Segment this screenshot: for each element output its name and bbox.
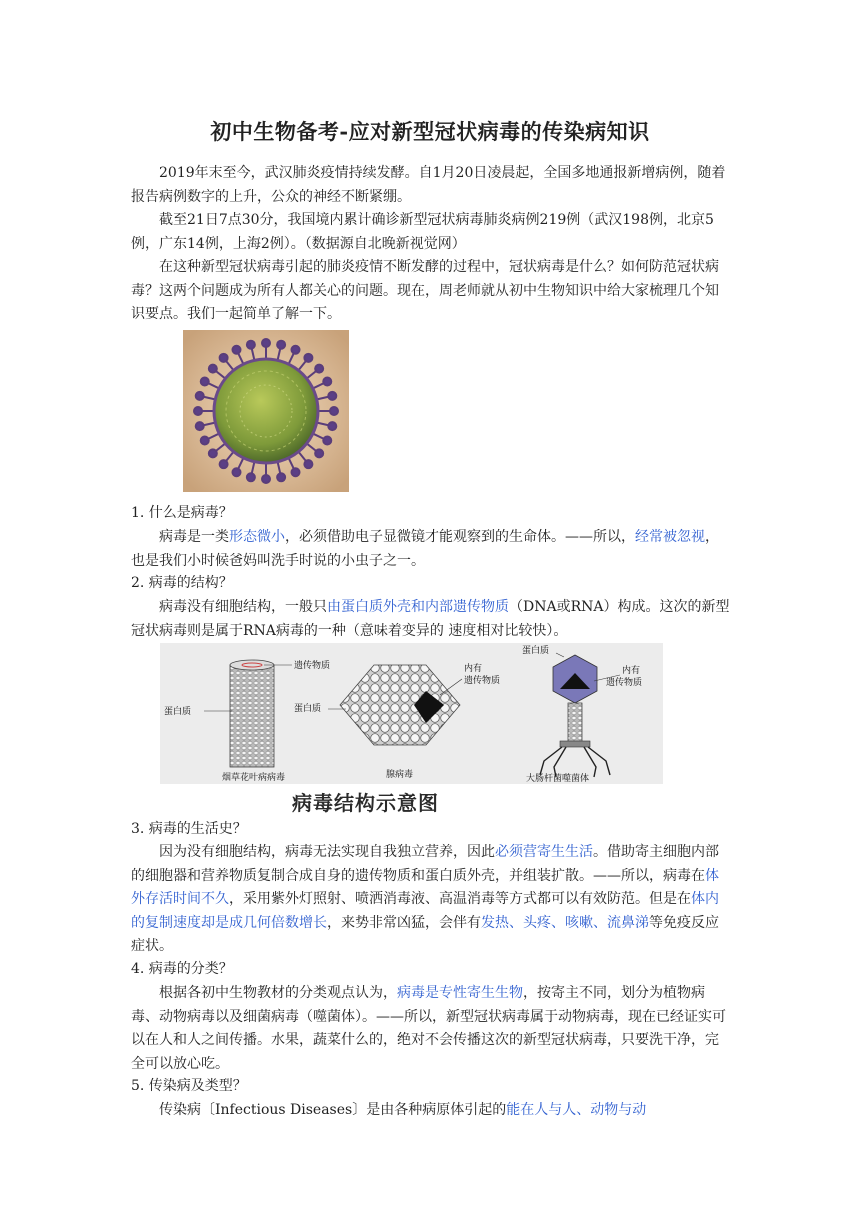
section-5-body [131,1099,731,1123]
spike-head [196,392,204,400]
adeno-name: 腺病毒 [386,770,414,780]
tmv-name: 烟草花叶病病毒 [222,773,286,783]
spike-head [262,475,270,483]
s3-text-a: 因为没有细胞结构，病毒无法实现自我独立营养，因此 [159,844,495,860]
s4-text-a: 根据各初中生物教材的分类观点认为， [159,985,397,1001]
section-2-body [131,596,731,643]
adeno-protein-label: 蛋白质 [294,704,322,714]
spike-head [232,468,240,476]
section-4-heading: 4. 病毒的分类？ [131,961,233,977]
s1-text-e: ，也是我们小时候爸妈叫洗手时说的小虫子之一。 [131,529,719,569]
virus-structure-diagram [160,643,663,784]
spike-head [232,346,240,354]
spike-head [315,365,323,373]
adeno-genetic-label: 遗传物质 [464,676,501,686]
section-3-heading: 3. 病毒的生活史？ [131,821,247,837]
s5-highlight: 能在人与人、动物与动 [506,1102,647,1118]
s3-highlight-1: 必须营寄生生活 [495,844,593,860]
page-title: 初中生物备考-应对新型冠状病毒的传染病知识 [210,119,650,144]
section-5-heading: 5. 传染病及类型？ [131,1078,247,1094]
spike-head [209,449,217,457]
spike-head [292,346,300,354]
spike-head [262,339,270,347]
s2-text-a: 病毒没有细胞结构，一般只 [159,599,327,615]
virus-structure-svg [160,643,663,784]
s1-text-c: ，必须借助电子显微镜才能观察到的生命体。——所以， [285,529,635,545]
spike-head [330,407,338,415]
s3-text-e: ，采用紫外灯照射、喷洒消毒液、高温消毒等方式都可以有效防范。但是在 [229,891,691,907]
section-3-body [131,841,731,959]
s2-text-c: （DNA或RNA）构成。这次的新型冠状病毒则是属于RNA病毒的一种（意味着变异的 速度相对比较快）。 [131,599,730,639]
section-1-body [131,526,731,573]
s3-highlight-2: 体外存活时间不久 [131,867,719,907]
s3-highlight-4: 发热、头疼、咳嗽、流鼻涕 [481,914,649,931]
tmv-protein-label: 蛋白质 [164,707,192,717]
intro-paragraph-3: 在这种新型冠状病毒引起的肺炎疫情不断发酵的过程中，冠状病毒是什么？如何防范冠状病毒？这两个问题成为所有人都关心的问题。现在，周老师就从初中生物知识中给大家梳理几个知识要点。我们一起简单了解一下。 [131,259,719,322]
figure-caption: 病毒结构示意图 [292,791,439,815]
spike-head [220,460,228,468]
spike-head [201,437,209,445]
tmv-genetic-label: 遗传物质 [294,661,331,671]
phage-name: 大肠杆菌噬菌体 [526,774,590,784]
spike-head [323,377,331,385]
s3-text-g: ，来势非常凶猛，会伴有 [327,914,481,931]
s1-highlight-2: 经常被忽视 [635,529,705,545]
spike-head [201,377,209,385]
coronavirus-image [183,330,349,492]
s1-text-a: 病毒是一类 [159,529,229,545]
spike-head [328,392,336,400]
section-4-body [131,982,731,1076]
phage-genetic-label: 遗传物质 [606,678,643,688]
s3-text-i: 等免疫反应症状。 [131,914,719,954]
spike-head [304,354,312,362]
spike-head [247,473,255,481]
intro-paragraph-1: 2019年末至今，武汉肺炎疫情持续发酵。自1月20日凌晨起，全国多地通报新增病例，随着报告病例数字的上升，公众的神经不断紧绷。 [131,165,726,205]
spike-head [304,460,312,468]
s3-highlight-3: 体内的复制速度却是成几何倍数增长 [131,891,719,931]
spike-head [209,365,217,373]
section-1-heading: 1. 什么是病毒？ [131,505,233,521]
spike-head [277,341,285,349]
section-2-heading: 2. 病毒的结构？ [131,575,233,591]
s3-text-c: 。借助寄主细胞内部的细胞器和营养物质复制合成自身的遗传物质和蛋白质外壳，并组装扩散。——所以，病毒在 [131,844,719,884]
adeno-inner-label: 内有 [464,664,483,674]
s4-highlight: 病毒是专性寄生生物 [397,985,523,1001]
spike-head [323,437,331,445]
intro-paragraph-2: 截至21日7点30分，我国境内累计确诊新型冠状病毒肺炎病例219例（武汉198例，北京5例，广东14例，上海2例）。（数据源自北晚新视觉网） [131,212,714,252]
phage-inner-label: 内有 [622,666,641,676]
spike-head [196,422,204,430]
spike-head [194,407,202,415]
spike-head [328,422,336,430]
spike-head [277,473,285,481]
coronavirus-illustration [183,330,349,492]
spike-head [292,468,300,476]
s2-highlight: 由蛋白质外壳和内部遗传物质 [327,599,509,615]
s4-text-c: ，按寄主不同，划分为植物病毒、动物病毒以及细菌病毒（噬菌体）。——所以，新型冠状病毒属于动物病毒，现在已经证实可以在人和人之间传播。水果，蔬菜什么的，绝对不会传播这次的新型冠状病毒，只要洗干净，完全可以放心吃。 [131,985,726,1072]
spike-head [315,449,323,457]
spike-head [247,341,255,349]
spike-head [220,354,228,362]
s1-highlight-1: 形态微小 [229,529,285,545]
s5-text-a: 传染病〔Infectious Diseases〕是由各种病原体引起的 [159,1102,507,1118]
phage-protein-label: 蛋白质 [522,646,550,656]
